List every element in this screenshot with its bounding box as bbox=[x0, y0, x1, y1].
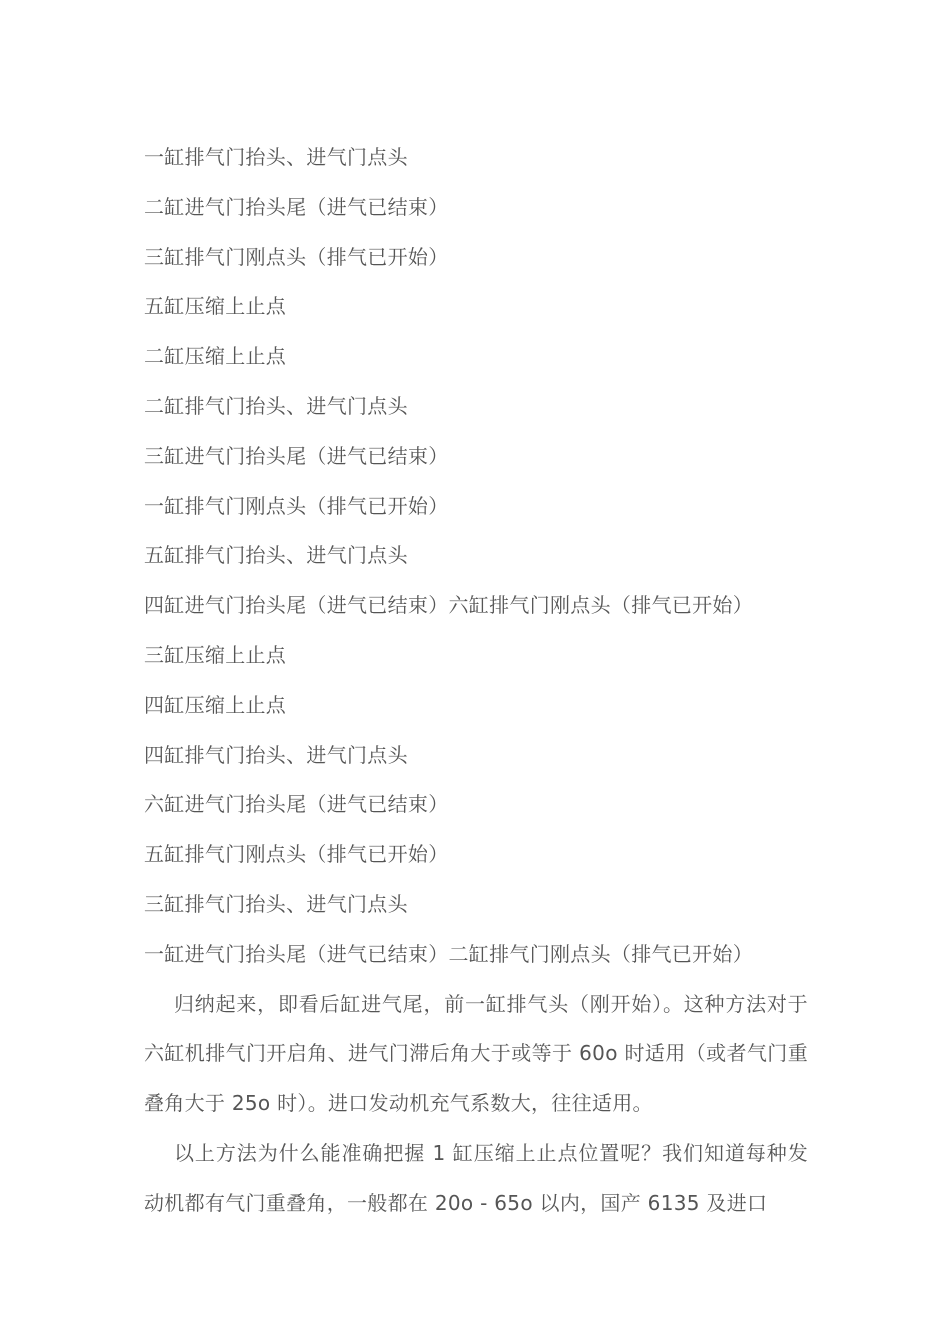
text-line: 四缸排气门抬头、进气门点头 bbox=[144, 742, 408, 767]
document-body bbox=[144, 133, 808, 1229]
text-line: 五缸排气门抬头、进气门点头 bbox=[144, 543, 408, 568]
text-line: 三缸排气门抬头、进气门点头 bbox=[144, 891, 408, 916]
text-line: 二缸排气门抬头、进气门点头 bbox=[144, 393, 408, 418]
text-line: 四缸压缩上止点 bbox=[144, 692, 287, 717]
text-line: 三缸排气门刚点头（排气已开始） bbox=[144, 244, 449, 269]
text-line: 三缸进气门抬头尾（进气已结束） bbox=[144, 443, 449, 468]
summary-paragraph: 归纳起来，即看后缸进气尾，前一缸排气头（刚开始）。这种方法对于六缸机排气门开启角、进气门滞后角大于或等于 60o 时适用（或者气门重叠角大于 25o 时）。进口发动机充气系数大，往往适用。 bbox=[144, 991, 808, 1116]
text-line: 二缸进气门抬头尾（进气已结束） bbox=[144, 194, 449, 219]
text-line: 二缸压缩上止点 bbox=[144, 344, 287, 369]
text-line: 一缸进气门抬头尾（进气已结束）二缸排气门刚点头（排气已开始） bbox=[144, 941, 753, 966]
text-line: 五缸排气门刚点头（排气已开始） bbox=[144, 842, 449, 867]
explanation-paragraph: 以上方法为什么能准确把握 1 缸压缩上止点位置呢？我们知道每种发动机都有气门重叠角，一般都在 20o - 65o 以内，国产 6135 及进口 bbox=[144, 1140, 808, 1215]
text-line: 三缸压缩上止点 bbox=[144, 642, 287, 667]
text-line: 六缸进气门抬头尾（进气已结束） bbox=[144, 792, 449, 817]
text-line: 五缸压缩上止点 bbox=[144, 294, 287, 319]
text-line: 一缸排气门刚点头（排气已开始） bbox=[144, 493, 449, 518]
text-line: 一缸排气门抬头、进气门点头 bbox=[144, 145, 408, 169]
text-line: 四缸进气门抬头尾（进气已结束）六缸排气门刚点头（排气已开始） bbox=[144, 593, 753, 618]
